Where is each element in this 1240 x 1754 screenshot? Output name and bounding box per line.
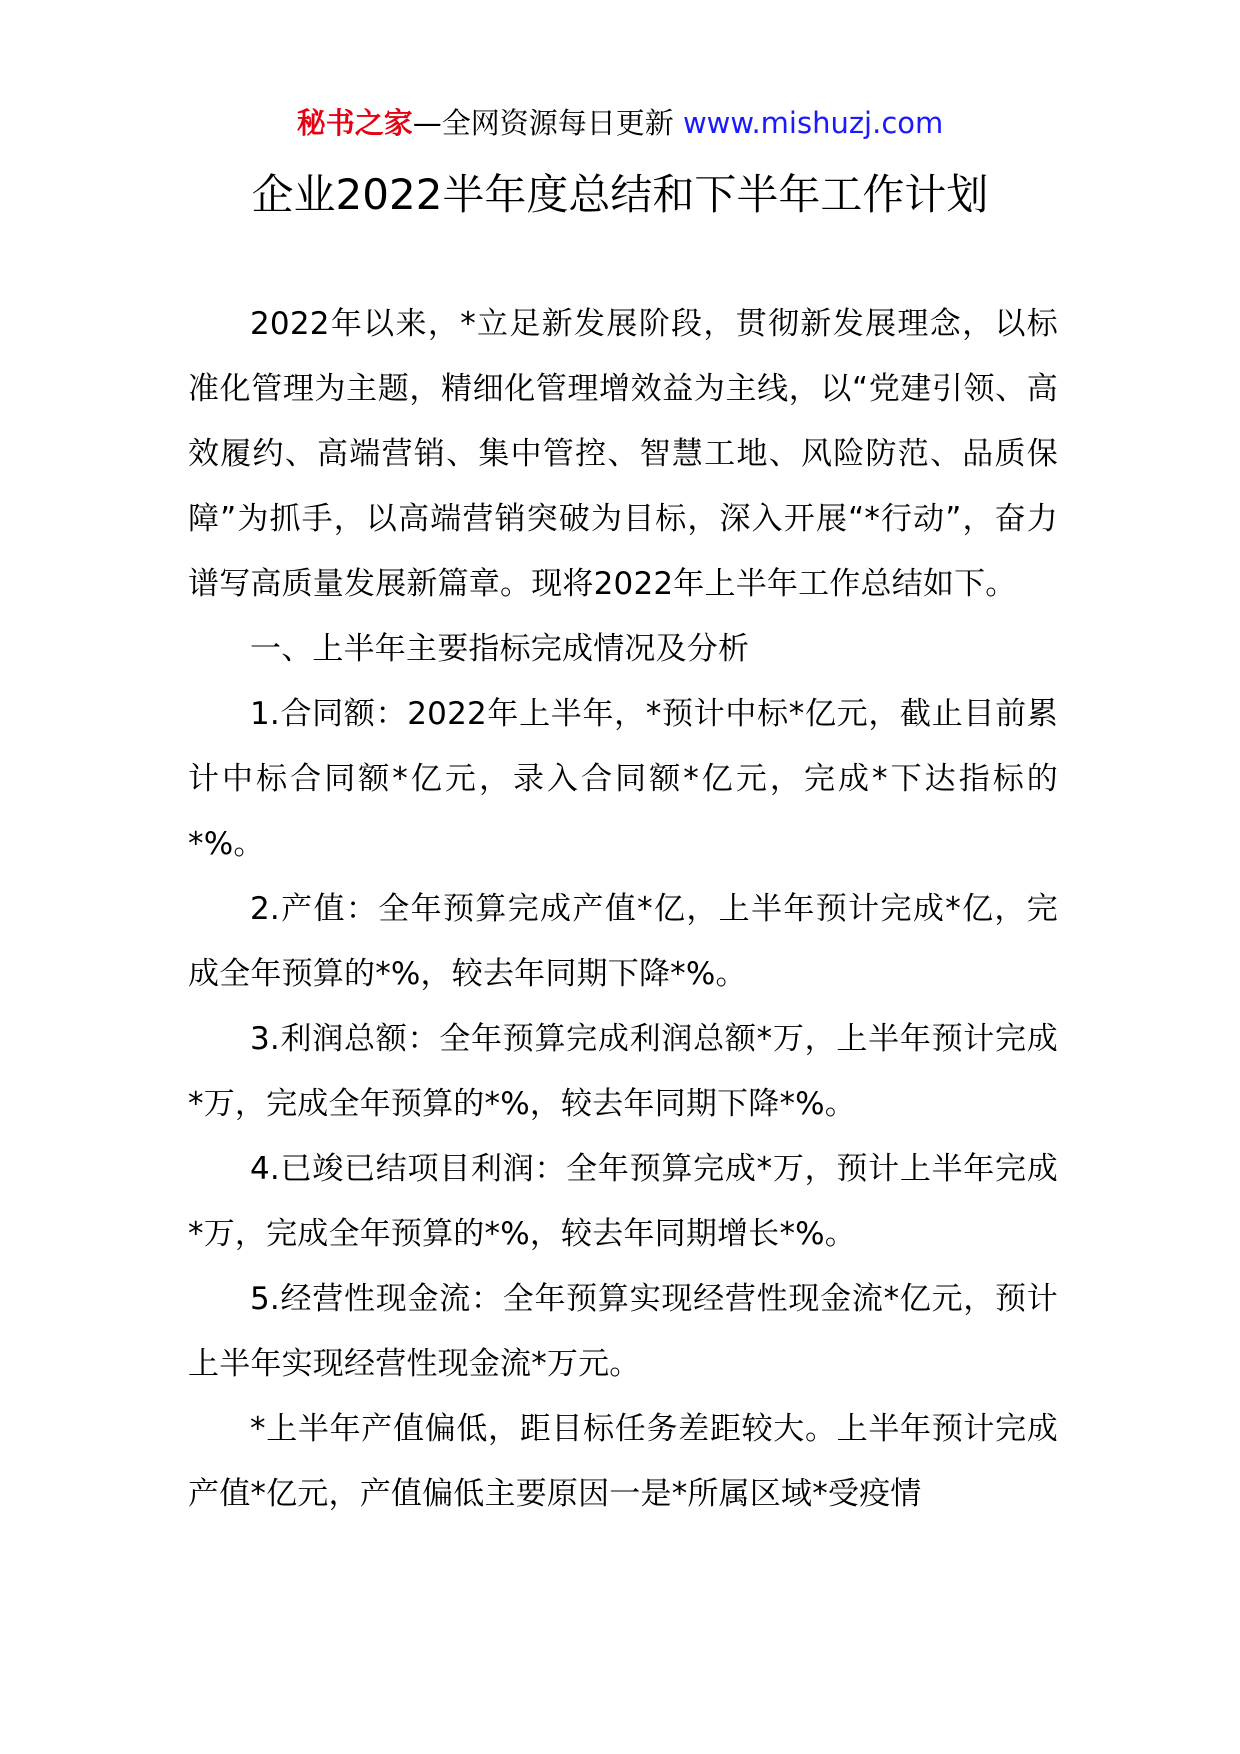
paragraph-analysis: *上半年产值偏低，距目标任务差距较大。上半年预计完成产值*亿元，产值偏低主要原因一是*所属区域*受疫情: [188, 1411, 1058, 1512]
document-title: 企业2022半年度总结和下半年工作计划: [251, 170, 989, 219]
site-url-link[interactable]: www.mishuzj.com: [682, 106, 944, 140]
section-heading: 一、上半年主要指标完成情况及分析: [250, 631, 750, 667]
paragraph-completed-projects: 4.已竣已结项目利润：全年预算完成*万，预计上半年完成*万，完成全年预算的*%，较去年同期增长*%。: [188, 1151, 1058, 1252]
paragraph-output: 2.产值：全年预算完成产值*亿，上半年预计完成*亿，完成全年预算的*%，较去年同期下降*%。: [188, 891, 1058, 992]
document-body: [188, 292, 1058, 1527]
site-brand: 秘书之家: [296, 106, 413, 140]
paragraph-cashflow: 5.经营性现金流：全年预算实现经营性现金流*亿元，预计上半年实现经营性现金流*万元。: [188, 1281, 1058, 1382]
paragraph-contract: 1.合同额：2022年上半年，*预计中标*亿元，截止目前累计中标合同额*亿元，录入合同额*亿元，完成*下达指标的*%。: [188, 696, 1058, 862]
paragraph-intro: 2022年以来，*立足新发展阶段，贯彻新发展理念，以标准化管理为主题，精细化管理增效益为主线，以“党建引领、高效履约、高端营销、集中管控、智慧工地、风险防范、品质保障”为抓手，以高端营销突破为目标，深入开展“*行动”，奋力谱写高质量发展新篇章。现将2022年上半年工作总结如下。: [188, 306, 1058, 602]
paragraph-profit: 3.利润总额：全年预算完成利润总额*万，上半年预计完成*万，完成全年预算的*%，较去年同期下降*%。: [188, 1021, 1058, 1122]
site-slogan: —全网资源每日更新: [412, 106, 674, 140]
site-header: [0, 103, 1240, 143]
